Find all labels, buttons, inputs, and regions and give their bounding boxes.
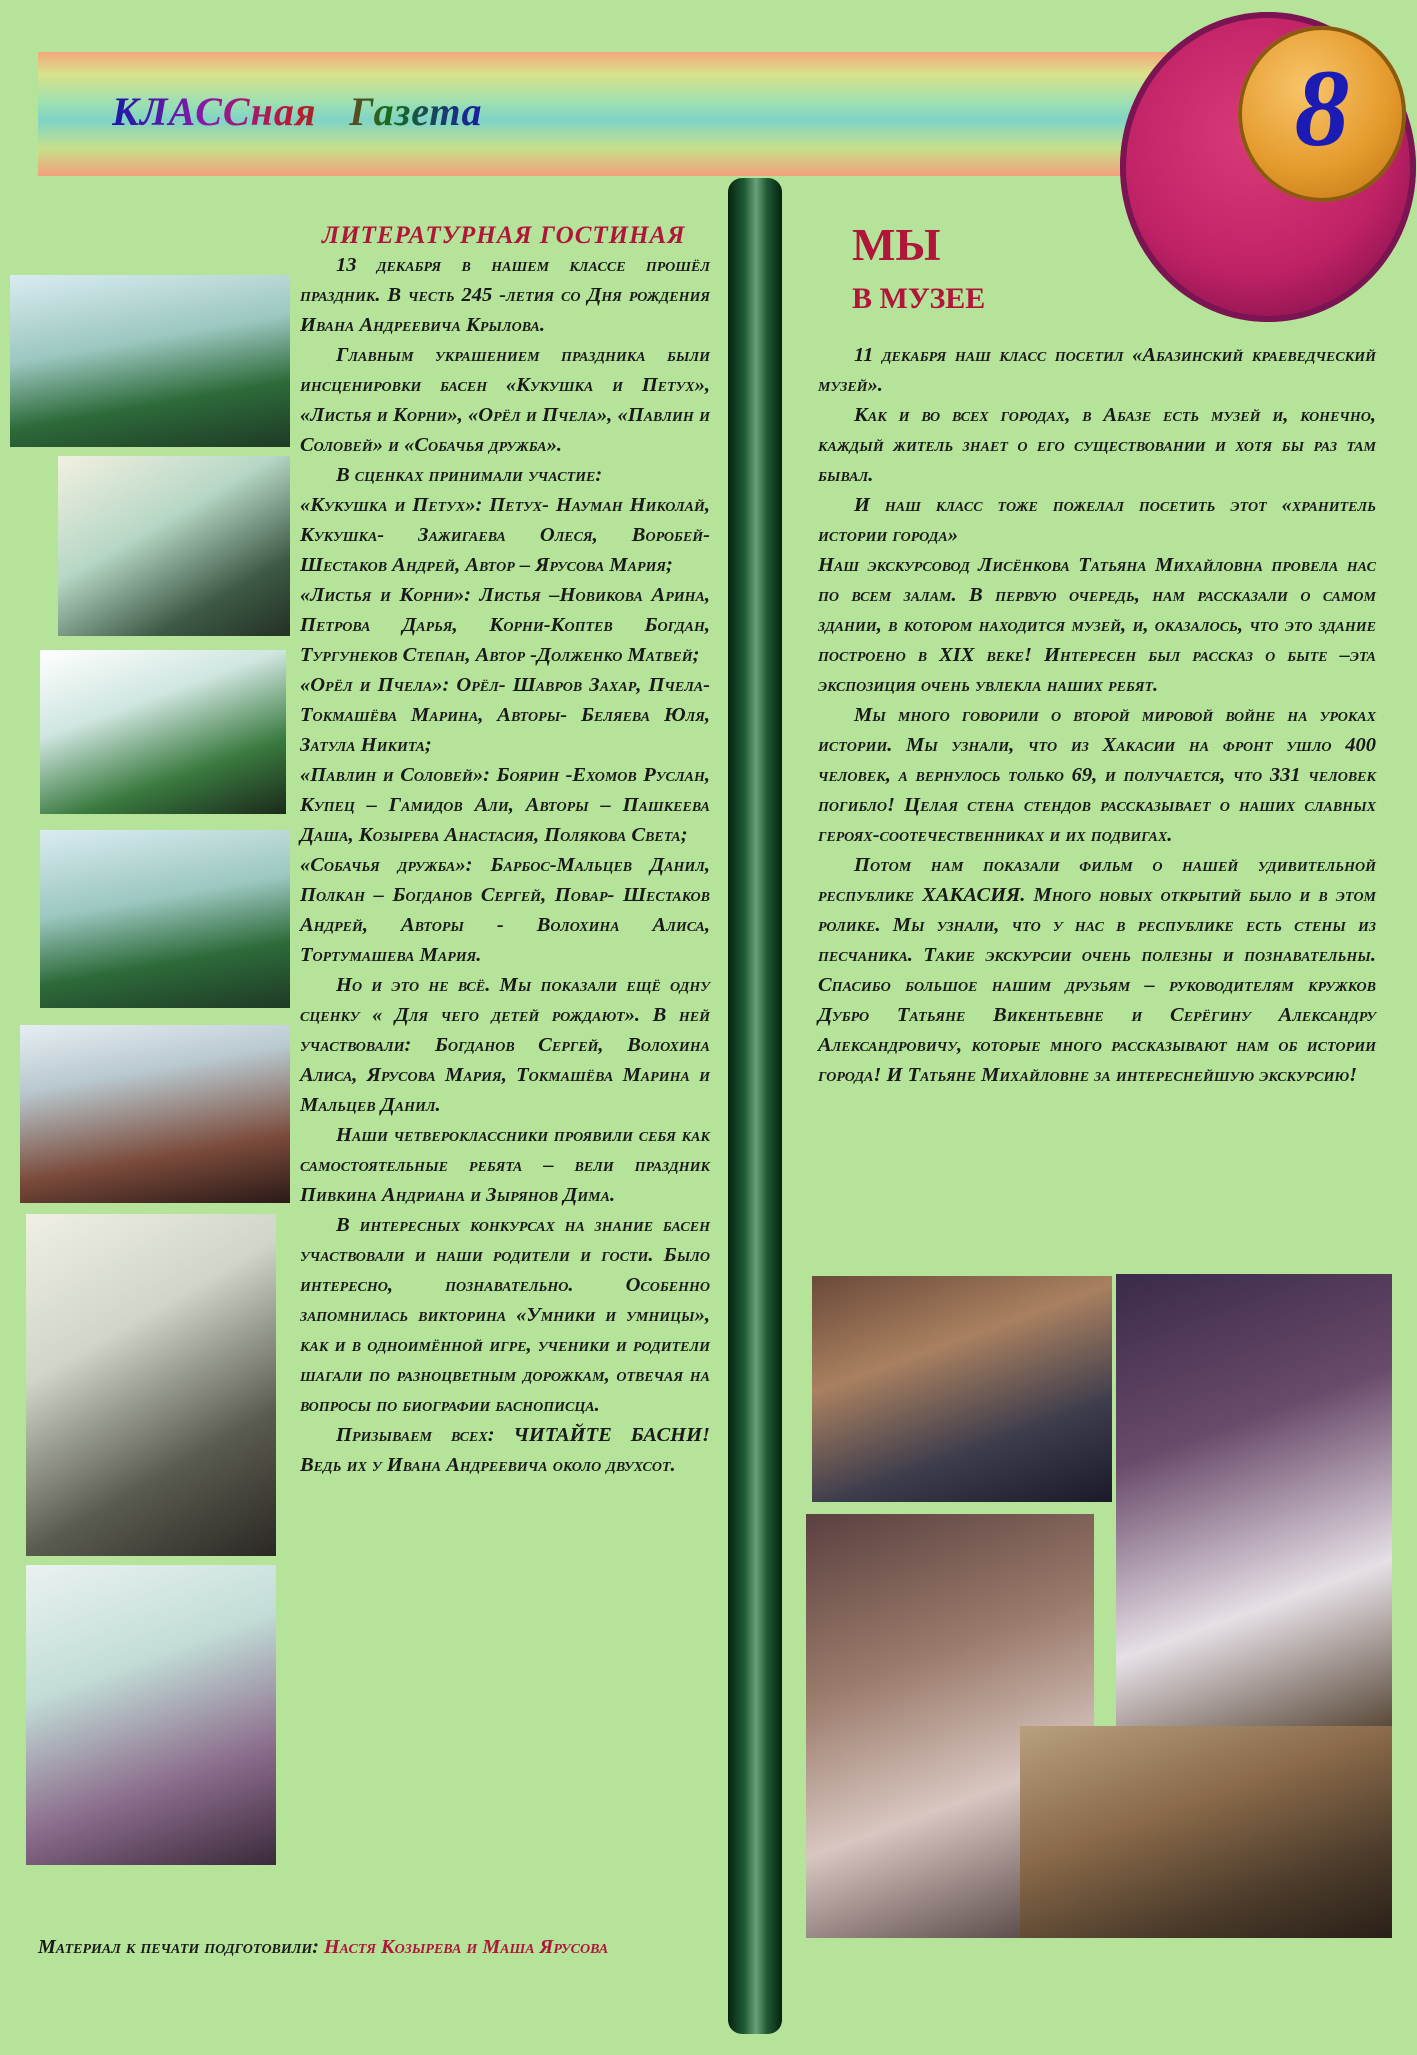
paragraph: Но и это не всё. Мы показали ещё одну сценку « Для чего детей рождают». В ней участвовали: Богданов Сергей, Волохина Алиса, Ярусова Мария, Токмашёва Марина и Мальцев Данил.: [300, 974, 710, 1116]
paragraph: Главным украшением праздника были инсценировки басен «Кукушка и Петух», «Листья и Корни», «Орёл и Пчела», «Павлин и Соловей» и «Собачья дружба».: [300, 344, 710, 456]
literary-lounge-heading: ЛИТЕРАТУРНАЯ ГОСТИНАЯ: [322, 222, 686, 249]
paragraph: 11 декабря наш класс посетил «Абазинский краеведческий музей».: [818, 344, 1376, 396]
paragraph: И наш класс тоже пожелал посетить этот «хранитель истории города»: [818, 494, 1376, 546]
credits-names: Настя Козырева и Маша Ярусова: [323, 1936, 609, 1958]
credits-label: Материал к печати подготовили:: [38, 1936, 324, 1958]
paragraph: Как и во всех городах, в Абазе есть музей и, конечно, каждый житель знает о его существовании и хотя бы раз там бывал.: [818, 404, 1376, 486]
museum-article: [818, 340, 1376, 1090]
credits: [38, 1932, 718, 1962]
photo-play-2: [58, 456, 290, 636]
literary-lounge-article: [300, 250, 710, 1480]
photo-play-6: [26, 1214, 276, 1556]
column-divider: [728, 178, 782, 2034]
paragraph: Наш экскурсовод Лисёнкова Татьяна Михайловна провела нас по всем залам. В первую очередь, нам рассказали о самом здании, в котором находится музей, и, оказалось, что это здание построено в XIX веке! Интересен был рассказ о быте –эта экспозиция очень увлекла наших ребят.: [818, 554, 1376, 696]
photo-play-7: [26, 1565, 276, 1865]
paragraph: Потом нам показали фильм о нашей удивительной республике ХАКАСИЯ. Много новых открытий было и в этом ролике. Мы узнали, что у нас в республике есть стены из песчаника. Такие экскурсии очень полезны и познавательны. Спасибо большое нашим друзьям – руководителям кружков Дубро Татьяне Викентьевне и Серёгину Александру Александровичу, которые много рассказывают нам об истории города! И Татьяне Михайловне за интереснейшую экскурсию!: [818, 854, 1376, 1086]
paragraph: «Собачья дружба»: Барбос-Мальцев Данил, Полкан – Богданов Сергей, Повар- Шестаков Андрей, Авторы - Волохина Алиса, Тортумашева Мария.: [300, 854, 710, 966]
photo-museum-4: [1020, 1726, 1392, 1938]
photo-play-1: [10, 275, 290, 447]
photo-museum-1: [812, 1276, 1112, 1502]
paragraph: «Кукушка и Петух»: Петух- Науман Николай, Кукушка- Зажигаева Олеся, Воробей- Шестаков Андрей, Автор – Ярусова Мария;: [300, 494, 710, 576]
paragraph: В сценках принимали участие:: [336, 464, 603, 486]
paragraph: Наши четвероклассники проявили себя как самостоятельные ребята – вели праздник Пивкина Андриана и Зырянов Дима.: [300, 1124, 710, 1206]
photo-play-5: [20, 1025, 290, 1203]
museum-heading-line2: В МУЗЕЕ: [852, 282, 986, 315]
paragraph: «Орёл и Пчела»: Орёл- Шавров Захар, Пчела-Токмашёва Марина, Авторы- Беляева Юля, Затула Никита;: [300, 674, 710, 756]
paragraph: 13 декабря в нашем классе прошёл праздник. В честь 245 -летия со Дня рождения Ивана Андреевича Крылова.: [300, 254, 710, 336]
paragraph: «Листья и Корни»: Листья –Новикова Арина, Петрова Дарья, Корни-Коптев Богдан, Тургунеков Степан, Автор -Долженко Матвей;: [300, 584, 710, 666]
paragraph: «Павлин и Соловей»: Боярин -Ехомов Руслан, Купец – Гамидов Али, Авторы – Пашкеева Даша, Козырева Анастасия, Полякова Света;: [300, 764, 710, 846]
photo-play-4: [40, 830, 290, 1008]
newspaper-title: КЛАССная Газета: [112, 89, 483, 134]
paragraph: Мы много говорили о второй мировой войне на уроках истории. Мы узнали, что из Хакасии на фронт ушло 400 человек, а вернулось только 69, и получается, что 331 человек погибло! Целая стена стендов рассказывает о наших славных героях-соотечественниках и их подвигах.: [818, 704, 1376, 846]
museum-heading-line1: МЫ: [852, 219, 941, 270]
photo-museum-2: [1116, 1274, 1392, 1726]
page-number: 8: [1294, 47, 1350, 169]
paragraph: Призываем всех: ЧИТАЙТЕ БАСНИ! Ведь их у Ивана Андреевича около двухсот.: [300, 1424, 710, 1476]
paragraph: В интересных конкурсах на знание басен участвовали и наши родители и гости. Было интересно, познавательно. Особенно запомнилась викторина «Умники и умницы», как и в одноимённой игре, ученики и родители шагали по разноцветным дорожкам, отвечая на вопросы по биографии баснописца.: [300, 1214, 710, 1416]
photo-play-3: [40, 650, 286, 814]
